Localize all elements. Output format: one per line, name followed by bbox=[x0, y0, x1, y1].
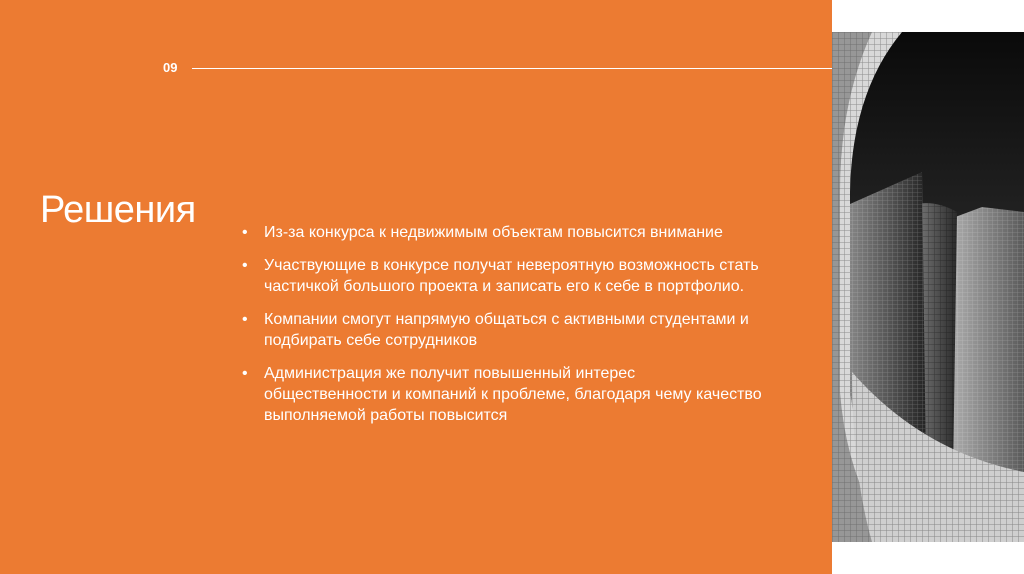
bullet-item bbox=[242, 309, 762, 351]
bullet-text: Компании смогут напрямую общаться с активными студентами и подбирать себе сотрудников bbox=[264, 311, 749, 349]
bullet-text: Администрация же получит повышенный интерес общественности и компаний к проблеме, благодаря чему качество выполняемой работы повысится bbox=[264, 365, 762, 424]
bullet-list bbox=[242, 222, 762, 438]
skyscrapers-illustration bbox=[832, 32, 1024, 542]
bullet-dot-icon: • bbox=[242, 224, 248, 241]
bullet-item bbox=[242, 363, 762, 426]
bullet-dot-icon: • bbox=[242, 311, 248, 328]
bullet-dot-icon: • bbox=[242, 365, 248, 382]
slide-number: 09 bbox=[163, 60, 178, 75]
slide-title: Решения bbox=[40, 189, 196, 232]
bullet-dot-icon: • bbox=[242, 257, 248, 274]
bullet-item bbox=[242, 255, 762, 297]
bullet-text: Участвующие в конкурсе получат невероятную возможность стать частичкой большого проекта и записать его к себе в портфолио. bbox=[264, 257, 759, 295]
skyscrapers-photo bbox=[832, 32, 1024, 542]
bullet-text: Из-за конкурса к недвижимым объектам повысится внимание bbox=[264, 224, 723, 241]
bullet-item bbox=[242, 222, 762, 243]
